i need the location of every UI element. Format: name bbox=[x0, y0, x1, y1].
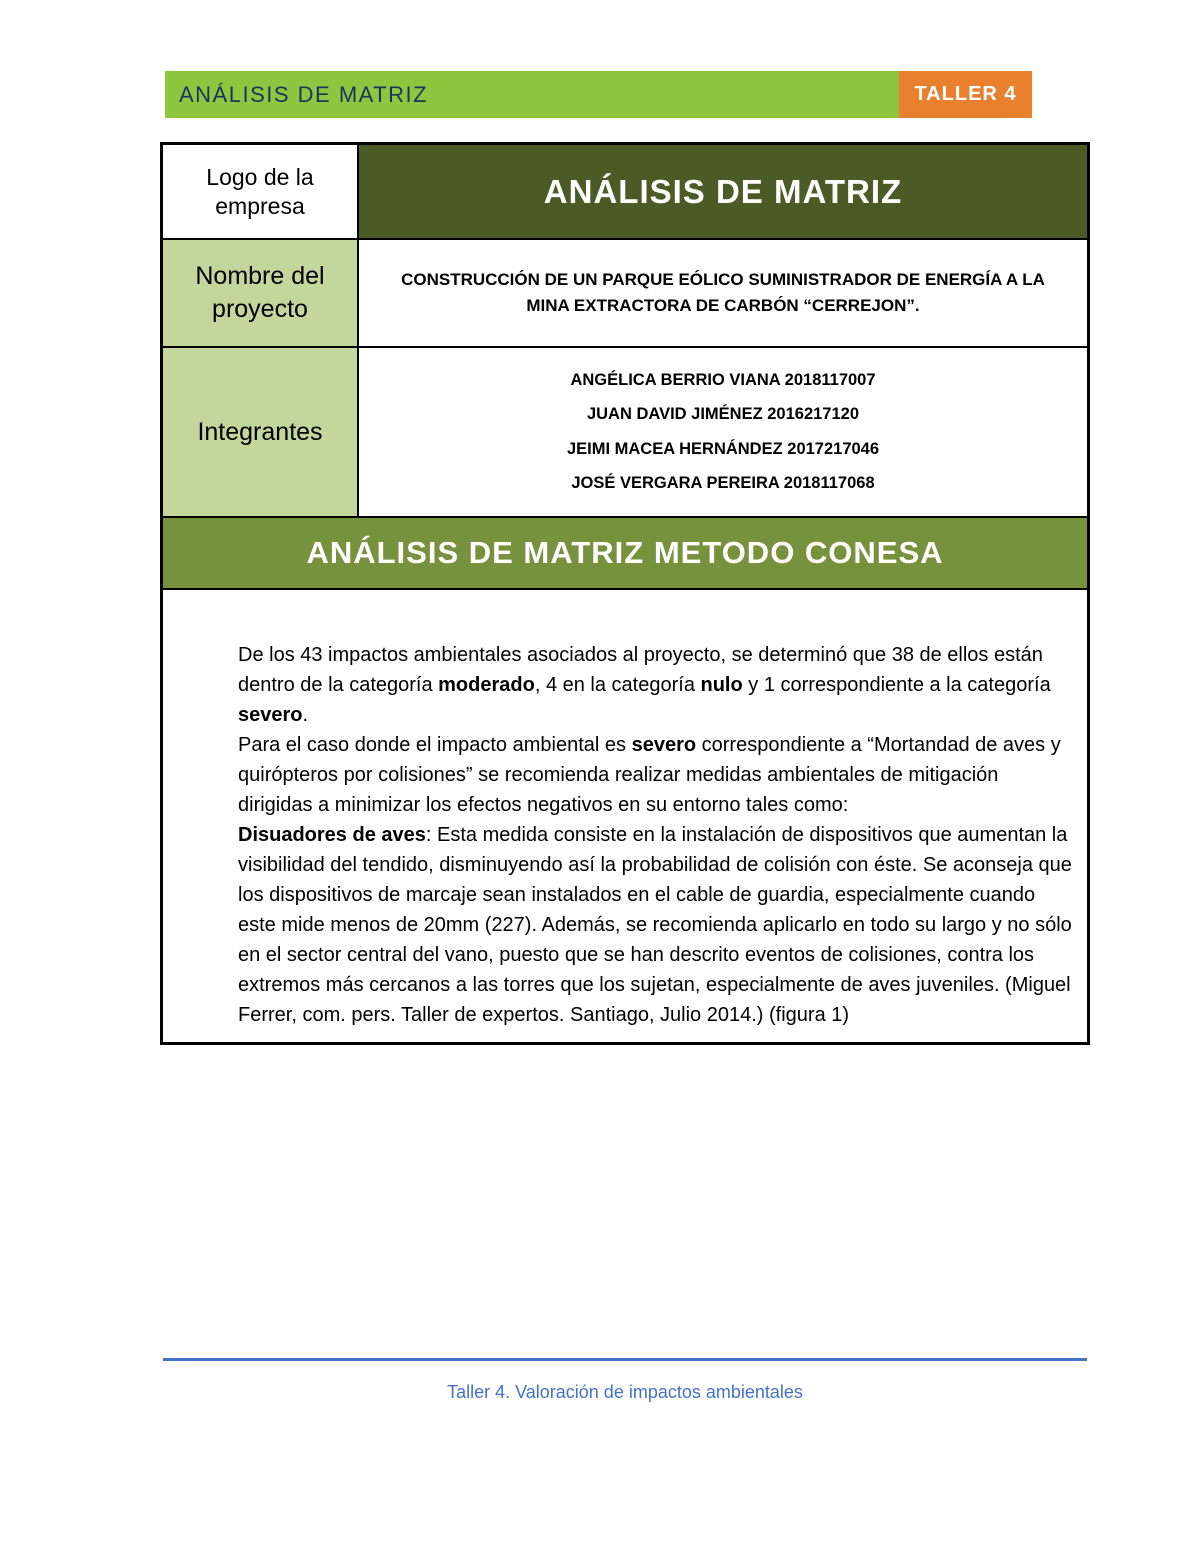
table-row-section-banner bbox=[163, 516, 1087, 588]
footer-caption: Taller 4. Valoración de impactos ambientales bbox=[447, 1382, 803, 1402]
member-item: ANGÉLICA BERRIO VIANA 2018117007 bbox=[570, 371, 876, 390]
header-badge-label: TALLER 4 bbox=[914, 83, 1017, 105]
body-paragraph bbox=[238, 640, 1073, 730]
project-label: Nombre del proyecto bbox=[195, 262, 325, 323]
bold-term: Disuadores de aves bbox=[238, 824, 426, 846]
project-name-cell bbox=[359, 240, 1087, 346]
table-row-members bbox=[163, 346, 1087, 516]
header-badge bbox=[899, 71, 1032, 118]
members-label: Integrantes bbox=[197, 417, 323, 446]
header-green-segment bbox=[165, 71, 899, 118]
text-run: . bbox=[302, 704, 309, 726]
member-item: JUAN DAVID JIMÉNEZ 2016217120 bbox=[586, 405, 860, 424]
footer-divider-line bbox=[163, 1358, 1087, 1361]
logo-placeholder-label: Logo de la empresa bbox=[206, 163, 314, 219]
members-label-cell bbox=[163, 348, 359, 516]
logo-placeholder-cell bbox=[163, 145, 359, 238]
table-row-body bbox=[163, 588, 1087, 1042]
document-main-title: ANÁLISIS DE MATRIZ bbox=[543, 172, 903, 210]
text-run: : Esta medida consiste en la instalación de dispositivos que aumentan la visibilidad del tendido, disminuyendo así la probabilidad de colisión con éste. Se aconseja que los dispositivos de marcaje sean instalados en el cable de guardia, especialmente cuando este mide menos de 20mm (227). Además, se recomienda aplicarlo en todo su largo y no sólo en el sector central del vano, puesto que se han descrito eventos de colisiones, contra los extremos más cercanos a las torres que los sujetan, especialmente de aves juveniles. (Miguel Ferrer, com. pers. Taller de expertos. Santiago, Julio 2014.) (figura 1) bbox=[238, 824, 1072, 1026]
bold-term: moderado bbox=[438, 674, 535, 696]
text-run: De los 43 impactos ambientales asociados al proyecto, se determinó que 38 de ellos están dentro de la categoría bbox=[238, 644, 1043, 696]
project-name: CONSTRUCCIÓN DE UN PARQUE EÓLICO SUMINISTRADOR DE ENERGÍA A LA MINA EXTRACTORA DE CARBÓN “CERREJON”. bbox=[401, 270, 1045, 315]
header-title: ANÁLISIS DE MATRIZ bbox=[179, 81, 429, 107]
text-run: y 1 correspondiente a la categoría bbox=[742, 674, 1051, 696]
bold-term: severo bbox=[238, 704, 303, 726]
members-list-cell bbox=[359, 348, 1087, 516]
text-run: Para el caso donde el impacto ambiental es bbox=[238, 734, 632, 756]
member-item: JOSÉ VERGARA PEREIRA 2018117068 bbox=[571, 473, 875, 492]
page-header-band bbox=[165, 71, 1032, 118]
text-run: correspondiente a “Mortandad de aves y quirópteros por colisiones” se recomienda realizar medidas ambientales de mitigación dirigidas a minimizar los efectos negativos en su entorno tales como: bbox=[238, 734, 1061, 816]
project-label-cell bbox=[163, 240, 359, 346]
body-paragraph bbox=[238, 820, 1073, 1030]
section-banner-title: ANÁLISIS DE MATRIZ METODO CONESA bbox=[306, 535, 944, 570]
body-paragraph bbox=[238, 730, 1073, 820]
body-text-cell bbox=[163, 590, 1087, 1042]
table-row-logo-title bbox=[163, 145, 1087, 238]
info-table bbox=[160, 142, 1090, 1045]
table-row-project bbox=[163, 238, 1087, 346]
text-run: , 4 en la categoría bbox=[534, 674, 701, 696]
document-main-title-cell bbox=[359, 145, 1087, 238]
bold-term: nulo bbox=[700, 674, 743, 696]
section-banner bbox=[163, 518, 1087, 588]
member-item: JEIMI MACEA HERNÁNDEZ 2017217046 bbox=[566, 439, 880, 458]
bold-term: severo bbox=[631, 734, 697, 756]
